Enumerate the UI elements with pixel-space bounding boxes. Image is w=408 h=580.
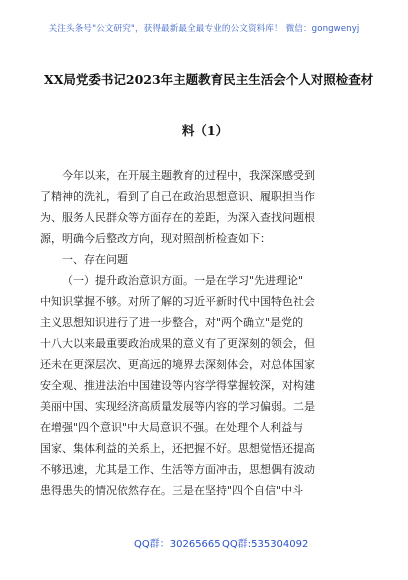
body-line: 患得患失的情况依然存在。三是在坚持"四个自信"中斗 [40,484,304,497]
header-promo-note: 关注头条号"公文研究"，获得最新最全最专业的公文资料库！ 微信：gongwenyj [48,24,360,34]
body-line: 了精神的洗礼，看到了自己在政治思想意识、履职担当作 [40,190,315,203]
footer-qq-group-2: QQ群:535304092 [222,539,309,550]
body-line: 中知识掌握不够。对所了解的习近平新时代中国特色社会 [40,295,315,308]
body-line: 为、服务人民群众等方面存在的差距，为深入查找问题根 [40,211,315,224]
body-line: 安全观、推进法治中国建设等内容学得掌握较深，对构建 [40,379,315,392]
document-title-line-1: XX局党委书记2023年主题教育民主生活会个人对照检查材 [44,72,374,87]
document-title-line-2: 料（1） [181,123,229,138]
footer-qq-group-1: QQ群：30265665 [134,539,221,550]
body-line: 国家、集体利益的关系上，还把握不好。思想觉悟还提高 [40,442,315,455]
body-line: 源，明确今后整改方向，现对照剖析检查如下： [40,232,271,245]
body-line: 还未在更深层次、更高远的境界去深刻体会，对总体国家 [40,358,315,371]
body-line: 十八大以来最重要政治成果的意义有了更深刻的领会，但 [40,337,315,350]
body-line: 美丽中国、实现经济高质量发展等内容的学习偏弱。二是 [40,400,315,413]
section-heading: 一、存在问题 [62,253,128,266]
body-line: 不够迅速，尤其是工作、生活等方面冲击，思想偶有波动 [40,463,315,476]
body-line: 主义思想知识进行了进一步整合，对"两个确立"是党的 [40,316,304,329]
body-line: 今年以来，在开展主题教育的过程中，我深深感受到 [62,169,315,182]
body-line: 在增强"四个意识"中大局意识不强。在处理个人利益与 [40,421,304,434]
body-line: （一）提升政治意识方面。一是在学习"先进理论" [62,274,304,287]
